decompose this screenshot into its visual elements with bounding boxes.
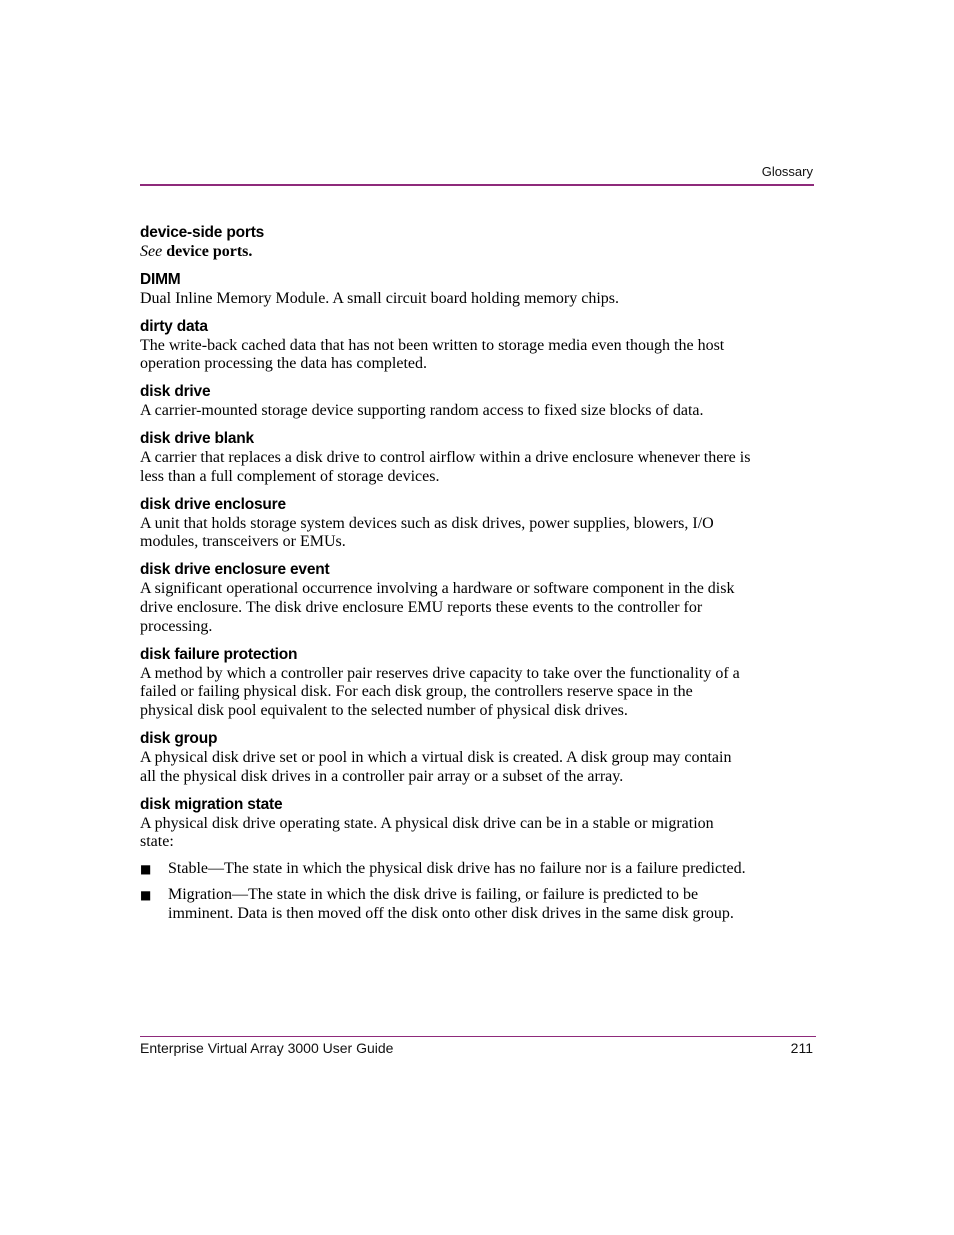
glossary-entry (140, 317, 800, 375)
glossary-term: disk group (140, 729, 218, 747)
glossary-definition (140, 815, 800, 853)
definition-line: A unit that holds storage system devices such as disk drives, power supplies, blowers, I/O (140, 514, 714, 532)
glossary-body (140, 223, 800, 932)
bullet-text: imminent. Data is then moved off the disk onto other disk drives in the same disk group. (168, 904, 734, 922)
glossary-definition: Dual Inline Memory Module. A small circuit board holding memory chips. (140, 289, 620, 307)
footer-document-title: Enterprise Virtual Array 3000 User Guide (140, 1040, 394, 1056)
glossary-term: disk failure protection (140, 645, 298, 663)
definition-line: drive enclosure. The disk drive enclosure EMU reports these events to the controller for (140, 598, 703, 616)
glossary-entry (140, 795, 800, 924)
definition-line: A significant operational occurrence involving a hardware or software component in the disk (140, 580, 735, 598)
glossary-definition (140, 449, 800, 487)
glossary-term: disk drive blank (140, 429, 254, 447)
definition-line: A carrier that replaces a disk drive to control airflow within a drive enclosure whenever there is (140, 448, 751, 466)
definition-line: A method by which a controller pair reserves drive capacity to take over the functionality of a (140, 664, 740, 682)
page-number: 211 (790, 1040, 813, 1056)
definition-line: physical disk pool equivalent to the selected number of physical disk drives. (140, 702, 628, 720)
glossary-term: dirty data (140, 317, 208, 335)
definition-line: state: (140, 833, 174, 851)
glossary-term: disk migration state (140, 795, 283, 813)
glossary-entry (140, 560, 800, 636)
see-prefix: See (140, 243, 163, 260)
glossary-term: device-side ports (140, 224, 265, 241)
see-reference: device ports. (166, 243, 253, 260)
bullet-list (140, 860, 800, 923)
glossary-entry (140, 382, 800, 421)
bullet-text: Migration—The state in which the disk drive is failing, or failure is predicted to be (168, 885, 699, 903)
square-bullet-icon: ■ (140, 862, 152, 877)
definition-line: The write-back cached data that has not been written to storage media even though the host (140, 336, 725, 354)
bullet-item (140, 860, 800, 879)
glossary-term: disk drive (140, 383, 211, 401)
definition-line: modules, transceivers or EMUs. (140, 533, 346, 551)
glossary-entry (140, 729, 800, 787)
definition-line: less than a full complement of storage devices. (140, 467, 440, 485)
definition-line: processing. (140, 617, 213, 635)
glossary-term: disk drive enclosure event (140, 561, 330, 579)
header-rule (140, 184, 814, 186)
running-header: Glossary (761, 164, 813, 179)
glossary-entry (140, 270, 800, 309)
footer-rule (140, 1036, 816, 1037)
glossary-entry (140, 495, 800, 553)
bullet-text: Stable—The state in which the physical disk drive has no failure nor is a failure predicted. (168, 860, 746, 878)
glossary-entry (140, 429, 800, 487)
glossary-entry (140, 645, 800, 721)
glossary-term: disk drive enclosure (140, 495, 286, 513)
glossary-definition (140, 243, 800, 262)
definition-line: operation processing the data has completed. (140, 355, 428, 373)
bullet-item (140, 886, 800, 924)
definition-line: all the physical disk drives in a controller pair array or a subset of the array. (140, 767, 624, 785)
glossary-term: DIMM (140, 270, 181, 288)
definition-line: A physical disk drive set or pool in which a virtual disk is created. A disk group may contain (140, 748, 732, 766)
definition-line: failed or failing physical disk. For each disk group, the controllers reserve space in the (140, 683, 693, 701)
glossary-definition (140, 580, 800, 636)
definition-line: A physical disk drive operating state. A physical disk drive can be in a stable or migration (140, 814, 714, 832)
glossary-entry (140, 223, 800, 262)
glossary-definition (140, 337, 800, 375)
glossary-definition (140, 749, 800, 787)
glossary-definition (140, 515, 800, 553)
glossary-definition (140, 665, 800, 721)
square-bullet-icon: ■ (140, 887, 152, 902)
glossary-definition: A carrier-mounted storage device supporting random access to fixed size blocks of data. (140, 402, 704, 420)
